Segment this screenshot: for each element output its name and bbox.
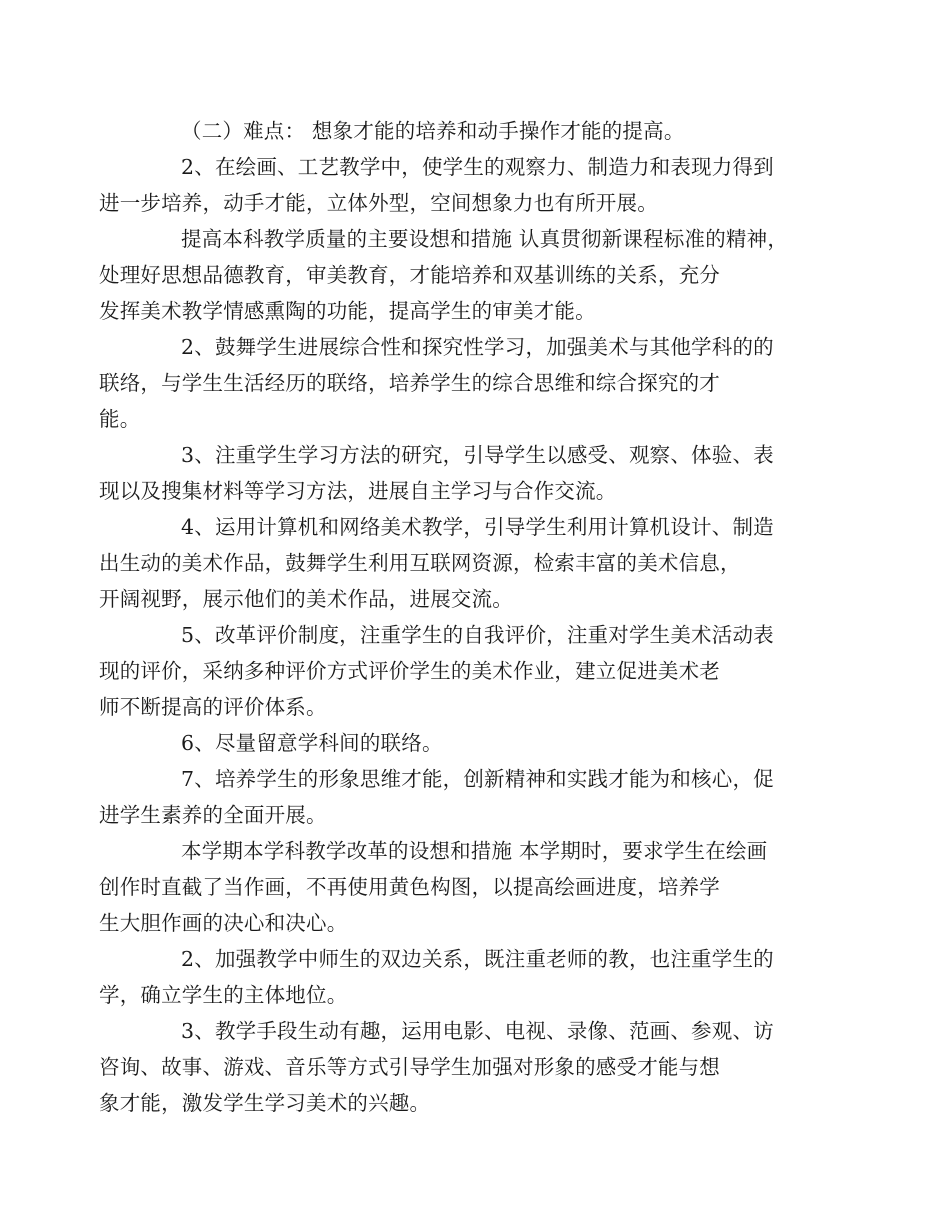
text-line: 师不断提高的评价体系。 xyxy=(99,695,327,719)
text-line: 咨询、故事、游戏、音乐等方式引导学生加强对形象的感受才能与想 xyxy=(99,1055,720,1079)
text-line: 现的评价，采纳多种评价方式评价学生的美术作业，建立促进美术老 xyxy=(99,659,720,683)
text-line: 处理好思想品德教育，审美教育，才能培养和双基训练的关系，充分 xyxy=(99,263,720,287)
text-line: 6、尽量留意学科间的联络。 xyxy=(181,731,443,755)
text-line: （二）难点： 想象才能的培养和动手操作才能的提高。 xyxy=(181,119,685,143)
text-line: 进一步培养，动手才能，立体外型，空间想象力也有所开展。 xyxy=(99,191,658,215)
paragraph-item-3-methods xyxy=(99,437,826,509)
text-line: 3、注重学生学习方法的研究，引导学生以感受、观察、体验、表 xyxy=(181,443,774,467)
text-line: 3、教学手段生动有趣，运用电影、电视、录像、范画、参观、访 xyxy=(181,1019,774,1043)
paragraph-difficulty xyxy=(140,113,826,149)
text-line: 提高本科教学质量的主要设想和措施 认真贯彻新课程标准的精神， xyxy=(181,227,789,251)
paragraph-reform-measures xyxy=(99,833,826,941)
paragraph-item-2-drawing xyxy=(99,149,826,221)
text-line: 生大胆作画的决心和决心。 xyxy=(99,911,348,935)
text-line: 发挥美术教学情感熏陶的功能，提高学生的审美才能。 xyxy=(99,299,596,323)
text-line: 现以及搜集材料等学习方法，进展自主学习与合作交流。 xyxy=(99,479,617,503)
document-body xyxy=(99,113,826,1121)
paragraph-item-4-computer xyxy=(99,509,826,617)
text-line: 本学期本学科教学改革的设想和措施 本学期时，要求学生在绘画 xyxy=(181,839,768,863)
text-line: 4、运用计算机和网络美术教学，引导学生利用计算机设计、制造 xyxy=(181,515,774,539)
text-line: 5、改革评价制度，注重学生的自我评价，注重对学生美术活动表 xyxy=(181,623,774,647)
text-line: 能。 xyxy=(99,407,141,431)
paragraph-item-6-interdisciplinary xyxy=(140,725,826,761)
text-line: 创作时直截了当作画，不再使用黄色构图，以提高绘画进度，培养学 xyxy=(99,875,720,899)
paragraph-item-5-evaluation xyxy=(99,617,826,725)
paragraph-item-2-encourage xyxy=(99,329,826,437)
text-line: 2、加强教学中师生的双边关系，既注重老师的教，也注重学生的 xyxy=(181,947,774,971)
text-line: 2、鼓舞学生进展综合性和探究性学习，加强美术与其他学科的的 xyxy=(181,335,774,359)
text-line: 2、在绘画、工艺教学中，使学生的观察力、制造力和表现力得到 xyxy=(181,155,774,179)
text-line: 联络，与学生生活经历的联络，培养学生的综合思维和综合探究的才 xyxy=(99,371,720,395)
paragraph-reform-item-2 xyxy=(99,941,826,1013)
text-line: 出生动的美术作品，鼓舞学生利用互联网资源，检索丰富的美术信息， xyxy=(99,551,741,575)
paragraph-main-measures xyxy=(99,221,826,329)
text-line: 象才能，激发学生学习美术的兴趣。 xyxy=(99,1091,431,1115)
text-line: 进学生素养的全面开展。 xyxy=(99,803,327,827)
text-line: 学，确立学生的主体地位。 xyxy=(99,983,348,1007)
text-line: 7、培养学生的形象思维才能，创新精神和实践才能为和核心，促 xyxy=(181,767,774,791)
text-line: 开阔视野，展示他们的美术作品，进展交流。 xyxy=(99,587,513,611)
paragraph-item-7-thinking xyxy=(99,761,826,833)
paragraph-reform-item-3 xyxy=(99,1013,826,1121)
